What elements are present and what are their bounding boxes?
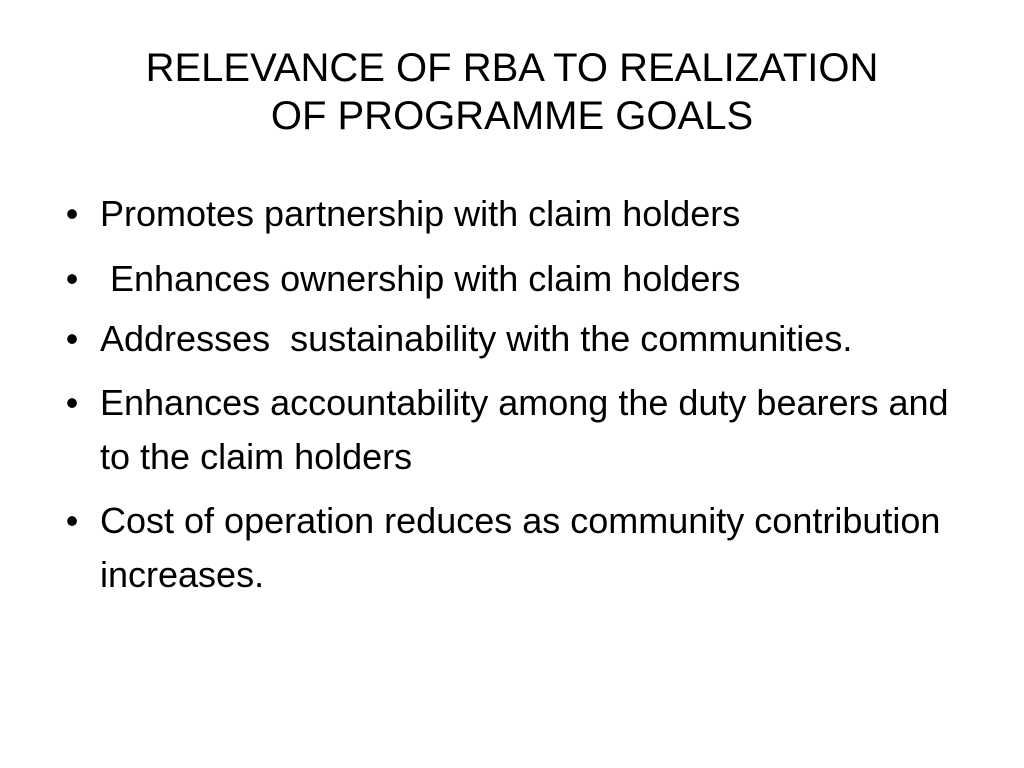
slide-title [60, 44, 964, 140]
slide-title-line-1: RELEVANCE OF RBA TO REALIZATION [145, 46, 879, 90]
slide-title-line-2: OF PROGRAMME GOALS [270, 94, 754, 138]
bullet-list [56, 187, 959, 612]
bullet-item-sustainability [56, 312, 956, 366]
bullet-icon: • [65, 500, 79, 541]
bullet-item-accountability [56, 376, 959, 484]
bullet-text: Enhances accountability among the duty bearers and to the claim holders [100, 382, 959, 477]
bullet-icon: • [65, 318, 79, 359]
bullet-text: Promotes partnership with claim holders [100, 193, 741, 234]
bullet-item-partnership [56, 187, 956, 241]
bullet-text: Cost of operation reduces as community contribution increases. [100, 500, 951, 595]
bullet-icon: • [65, 193, 79, 234]
bullet-text: Addresses sustainability with the communities. [100, 318, 853, 359]
bullet-icon: • [65, 258, 79, 299]
bullet-text: Enhances ownership with claim holders [100, 258, 741, 299]
bullet-item-cost [56, 494, 956, 602]
bullet-item-ownership [56, 252, 956, 306]
bullet-icon: • [65, 382, 79, 423]
